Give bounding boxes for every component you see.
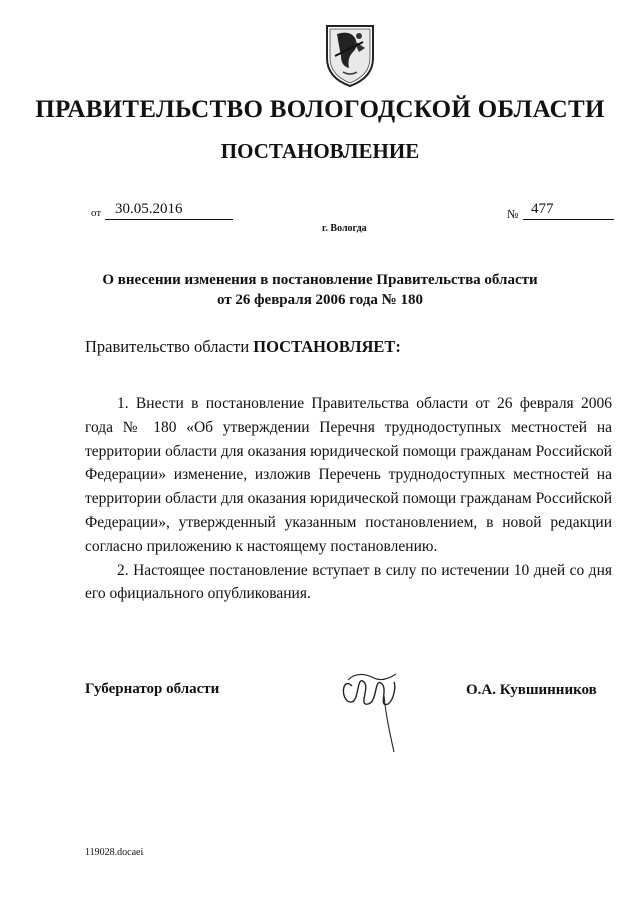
file-reference: 119028.docaei — [85, 847, 144, 858]
document-subject — [0, 270, 640, 310]
signatory-title: Губернатор области — [85, 681, 220, 697]
signatory-name: О.А. Кувшинников — [466, 682, 597, 698]
body-paragraph-2: 2. Настоящее постановление вступает в силу по истечении 10 дней со дня его официального опубликования. — [85, 561, 612, 603]
document-type-heading: ПОСТАНОВЛЕНИЕ — [220, 139, 420, 163]
coat-of-arms-emblem — [323, 22, 377, 88]
handwritten-signature — [334, 656, 404, 756]
document-number: 477 — [523, 201, 614, 220]
subject-line-2: от 26 февраля 2006 года № 180 — [217, 292, 423, 308]
document-date: 30.05.2016 — [105, 201, 233, 220]
decree-statement — [85, 337, 401, 357]
subject-line-1: О внесении изменения в постановление Правительства области — [102, 272, 538, 288]
organization-title: ПРАВИТЕЛЬСТВО ВОЛОГОДСКОЙ ОБЛАСТИ — [35, 96, 605, 123]
city-label: г. Вологда — [322, 223, 367, 234]
decree-verb: ПОСТАНОВЛЯЕТ: — [253, 337, 401, 356]
date-prefix: от — [91, 207, 102, 219]
number-prefix: № — [507, 207, 519, 221]
body-paragraph-1: 1. Внести в постановление Правительства области от 26 февраля 2006 года № 180 «Об утверждении Перечня труднодоступных местностей на территории области для оказания юридической помощи гражданам Российской Федерации» изменение, изложив Перечень труднодоступных местностей на территории области для оказания юридической помощи гражданам Российской Федерации», утвержденный указанным постановлением, в новой редакции согласно приложению к настоящему постановлению. — [85, 395, 612, 555]
decree-lead: Правительство области — [85, 337, 250, 356]
document-body — [85, 392, 612, 606]
